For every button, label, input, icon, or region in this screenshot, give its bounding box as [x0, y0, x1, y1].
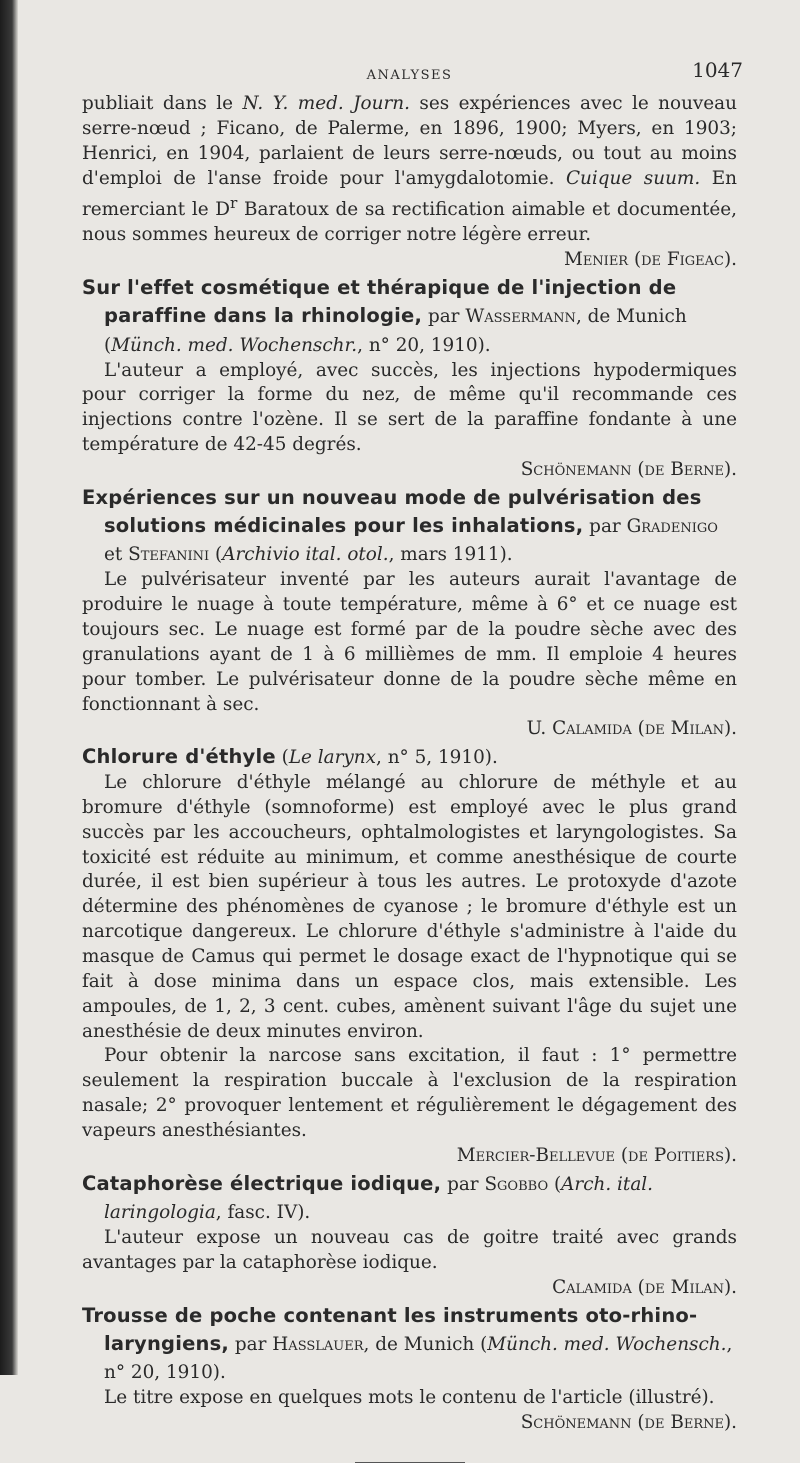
- journal-ref: N. Y. med. Journ.: [242, 93, 410, 114]
- article-body-chlorure-1: Le chlorure d'éthyle mélangé au chlorure de méthyle et au bromure d'éthyle (somnoforme) est employé avec le plus grand succès par les accoucheurs, ophtalmologistes et laryngologistes. Sa toxicité est réduite au minimum, et comme anesthésique de courte durée, il est bien supérieur à tous les autres. Le protoxyde d'azote détermine des phénomènes de cyanose ; le bromure d'éthyle est un narcotique dangereux. Le chlorure d'éthyle s'administre à l'aide du masque de Camus qui permet le dosage exact de l'hypnotique qui se fait à dose minima dans un espace clos, mais extensible. Les ampoules, de 1, 2, 3 cent. cubes, amènent suivant l'âge du sujet une anesthésie de deux minutes environ.: [82, 772, 737, 1042]
- section-title: ANALYSES: [366, 68, 453, 83]
- article-heading-cataphorese: Cataphorèse électrique iodique, par Sgobbo (Arch. ital. laringologia, fasc. IV).: [82, 1171, 654, 1224]
- article-body-chlorure-2: Pour obtenir la narcose sans excitation, il faut : 1° permettre seulement la respiration buccale à l'exclusion de la respiration nasale; 2° provoquer lentement et régulièrement le dégagement des vapeurs anesthésiantes. Mercier-Bellevue (de Poitiers).: [82, 1044, 737, 1168]
- intro-paragraph: publiait dans le N. Y. med. Journ. ses expériences avec le nouveau serre-nœud ; Ficano, de Palerme, en 1896, 1900; Myers, en 1903; Henrici, en 1904, parlaient de leurs serre-nœuds, ou tout au moins d'emploi de l'anse froide pour l'amygdalotomie. Cuique suum. En remerciant le $D^r$ Baratoux de sa rectification aimable et documentée, nous sommes heureux de corriger notre légère erreur. Menier (de Figeac).: [82, 92, 737, 273]
- article-signature-trousse: Schönemann (de Berne).: [520, 1412, 737, 1434]
- article-body-cataphorese: L'auteur expose un nouveau cas de goitre traité avec grands avantages par la cataphorèse iodique. Calamida (de Milan).: [82, 1226, 737, 1301]
- article-heading-pulverisation: Expériences sur un nouveau mode de pulvérisation des solutions médicinales pour les inhalations, par Gradenigo et Stefanini (Archivio ital. otol., mars 1911).: [82, 485, 718, 566]
- binding-edge: [0, 0, 18, 1375]
- article-body-paraffine: L'auteur a employé, avec succès, les injections hypodermiques pour corriger la forme du nez, de même qu'il recommande ces injections contre l'ozène. Il se sert de la paraffine fondante à une température de 42-45 degrés. Schönemann (de Berne).: [82, 359, 737, 483]
- running-head: [82, 58, 743, 92]
- page-number: 1047: [692, 58, 743, 82]
- intro-signature: Menier (de Figeac).: [563, 249, 737, 271]
- latin-phrase: Cuique suum.: [565, 167, 701, 189]
- article-signature-chlorure: Mercier-Bellevue (de Poitiers).: [456, 1144, 737, 1166]
- article-signature-paraffine: Schönemann (de Berne).: [520, 458, 737, 480]
- article-signature-cataphorese: Calamida (de Milan).: [552, 1276, 737, 1298]
- article-heading-chlorure: Chlorure d'éthyle (Le larynx, n° 5, 1910).: [82, 745, 498, 769]
- article-heading-paraffine: Sur l'effet cosmétique et thérapique de l'injection de paraffine dans la rhinologie, par Wassermann, de Munich (Münch. med. Wochenschr., n° 20, 1910).: [82, 276, 687, 356]
- article-signature-pulverisation: U. Calamida (de Milan).: [526, 718, 737, 740]
- article-body-pulverisation: Le pulvérisateur inventé par les auteurs aurait l'avantage de produire le nuage à toute température, même à 6° et ce nuage est toujours sec. Le nuage est formé par de la poudre sèche avec des granulations ayant de 1 à 6 millièmes de mm. Il emploie 4 heures pour tomber. Le pulvérisateur donne de la poudre sèche même en fonctionnant à sec. U. Calamida (de Milan).: [82, 568, 737, 742]
- article-body-trousse: Le titre expose en quelques mots le contenu de l'article (illustré). Schönemann (de Berne).: [82, 1386, 737, 1436]
- journal-page: [82, 58, 743, 1463]
- article-heading-trousse: Trousse de poche contenant les instruments oto-rhino-laryngiens, par Hasslauer, de Munich (Münch. med. Wochensch., n° 20, 1910).: [82, 1303, 733, 1384]
